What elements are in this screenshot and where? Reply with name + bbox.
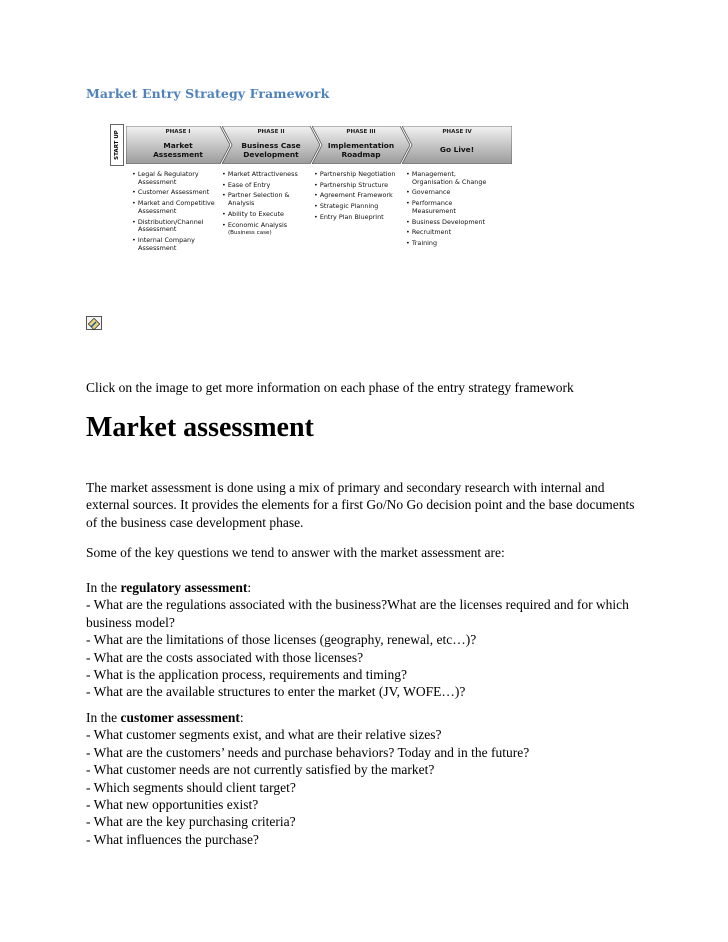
broken-image-icon xyxy=(87,318,101,330)
phase-1[interactable] xyxy=(126,126,230,164)
phase-2-items xyxy=(222,171,314,241)
question-line: - What are the costs associated with those licenses? xyxy=(86,649,364,665)
phase-1-item: • Legal & Regulatory Assessment xyxy=(132,170,199,186)
phase-3-number: PHASE III xyxy=(346,129,376,135)
question-line: - What are the key purchasing criteria? xyxy=(86,814,296,830)
phase-3-item: • Entry Plan Blueprint xyxy=(314,212,384,221)
phase-4-number: PHASE IV xyxy=(442,129,472,135)
phase-1-name-line-1: Market xyxy=(163,141,193,150)
intro-paragraph: The market assessment is done using a mix of primary and secondary research with internal and external sources. It provides the elements for a first Go/No Go decision point and the base documents of the business case development phase. xyxy=(86,480,635,530)
question-line: - What is the application process, requirements and timing? xyxy=(86,667,408,683)
customer-bold: customer assessment xyxy=(120,710,240,725)
question-line: - What customer needs are not currently satisfied by the market? xyxy=(86,762,435,778)
phase-2-item: • Economic Analysis (Business case) xyxy=(222,220,288,237)
phase-4-item: • Performance Measurement xyxy=(406,199,456,215)
phase-1-name xyxy=(126,141,230,159)
phase-3-name xyxy=(312,141,410,159)
question-line: - What customer segments exist, and what are their relative sizes? xyxy=(86,727,442,743)
customer-heading: In the customer assessment: xyxy=(86,710,244,725)
phase-2-name-line-1: Business Case xyxy=(241,141,301,150)
phase-3-items xyxy=(314,171,408,225)
question-line: - What are the limitations of those licenses (geography, renewal, etc…)? xyxy=(86,632,477,648)
question-line: - What influences the purchase? xyxy=(86,831,259,847)
phase-3-name-line-1: Implementation xyxy=(327,141,395,150)
question-line: - What are the available structures to enter the market (JV, WOFE…)? xyxy=(86,684,466,700)
phase-1-name-line-2: Assessment xyxy=(153,150,203,159)
section-title: Market assessment xyxy=(86,412,314,443)
phase-2-name-line-2: Development xyxy=(243,150,299,159)
phase-3-item: • Strategic Planning xyxy=(314,202,379,211)
phase-1-item: • Internal Company Assessment xyxy=(132,235,195,252)
phase-1-item: • Market and Competitive Assessment xyxy=(132,199,215,215)
startup-text: START UP xyxy=(114,130,120,160)
framework-image[interactable] xyxy=(110,124,514,300)
phase-2-item: • Ability to Execute xyxy=(222,209,284,218)
phase-4-name xyxy=(402,145,512,154)
phase-1-item: • Distribution/Channel Assessment xyxy=(132,217,204,234)
phase-4-item: • Business Development xyxy=(406,217,486,226)
phase-2-item: • Market Attractiveness xyxy=(222,170,298,178)
question-line: - What new opportunities exist? xyxy=(86,797,259,813)
startup-label xyxy=(110,124,124,166)
phase-4-item: • Governance xyxy=(406,188,451,197)
customer-section xyxy=(86,709,646,848)
phase-4-name-line-1: Go Live! xyxy=(439,145,475,154)
phase-2-item: • Ease of Entry xyxy=(222,180,271,189)
phase-3-item: • Partnership Negotiation xyxy=(314,170,396,178)
phase-4-item: • Training xyxy=(406,238,438,247)
question-line: - What are the regulations associated with the business?What are the licenses required and for which business model? xyxy=(86,597,629,630)
document-heading: Market Entry Strategy Framework xyxy=(86,86,330,101)
key-questions-intro: Some of the key questions we tend to answer with the market assessment are: xyxy=(86,545,505,560)
image-link-icon[interactable] xyxy=(86,316,102,330)
phase-4-item: • Management, Organisation & Change xyxy=(406,170,487,186)
phase-3-item: • Agreement Framework xyxy=(314,191,393,200)
phase-3-name-line-2: Roadmap xyxy=(341,150,381,159)
click-note: Click on the image to get more information on each phase of the entry strategy framework xyxy=(86,380,574,395)
phase-1-number: PHASE I xyxy=(165,129,191,135)
regulatory-heading: In the regulatory assessment: xyxy=(86,580,252,595)
regulatory-section xyxy=(86,579,646,701)
phase-4-items xyxy=(406,171,492,251)
phase-2-name xyxy=(222,141,320,159)
phase-2[interactable] xyxy=(222,126,320,164)
question-line: - What are the customers’ needs and purchase behaviors? Today and in the future? xyxy=(86,744,530,760)
phase-4-item: • Recruitment xyxy=(406,228,452,237)
phase-3[interactable] xyxy=(312,126,410,164)
phase-2-number: PHASE II xyxy=(257,129,285,135)
phase-1-items xyxy=(132,171,228,255)
phase-3-item: • Partnership Structure xyxy=(314,180,389,189)
phase-2-item: • Partner Selection & Analysis xyxy=(222,191,290,208)
phase-4[interactable] xyxy=(402,126,512,164)
question-line: - Which segments should client target? xyxy=(86,779,296,795)
phase-1-item: • Customer Assessment xyxy=(132,188,210,197)
regulatory-bold: regulatory assessment xyxy=(120,580,248,595)
